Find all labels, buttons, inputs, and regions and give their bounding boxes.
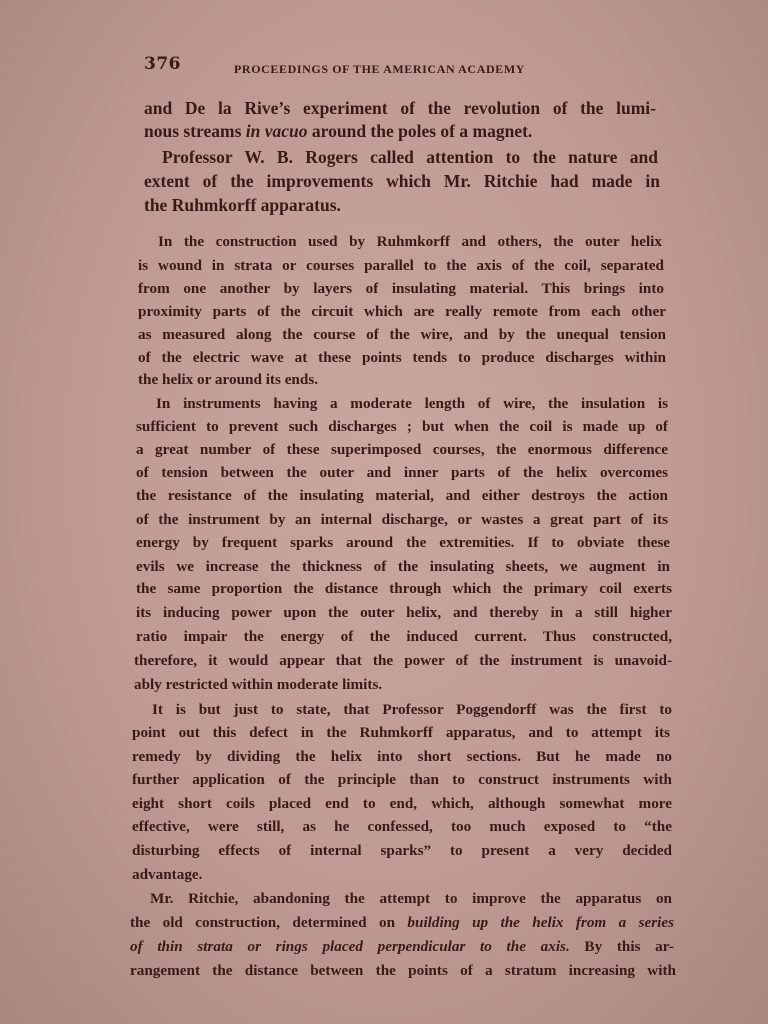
text-line	[158, 233, 662, 251]
text-span: therefore, it would appear that the power of the instrument is unavoid-	[134, 652, 672, 669]
text-line	[134, 652, 672, 670]
text-line	[136, 441, 668, 459]
text-span: the Ruhmkorff apparatus.	[144, 195, 341, 215]
text-span: effective, were still, as he confessed, too much exposed to “the	[132, 818, 672, 835]
text-span: It is but just to state, that Professor Poggendorff was the first to	[152, 701, 672, 718]
running-title: PROCEEDINGS OF THE AMERICAN ACADEMY	[234, 62, 526, 76]
text-line	[138, 280, 664, 298]
text-span: of tension between the outer and inner parts of the helix overcomes	[136, 464, 668, 481]
italic-text: building up the helix from a series	[407, 914, 674, 931]
text-span: of the instrument by an internal discharge, or wastes a great part of its	[136, 511, 668, 528]
text-line	[156, 395, 668, 413]
text-line	[144, 171, 660, 192]
text-line	[136, 534, 670, 552]
page-header	[144, 54, 674, 80]
text-line	[138, 371, 352, 389]
text-line	[138, 349, 666, 367]
text-span: In instruments having a moderate length of wire, the insulation is	[156, 395, 668, 412]
text-line	[132, 724, 670, 742]
text-span: advantage.	[132, 866, 203, 883]
text-line	[132, 771, 672, 789]
text-line	[132, 866, 216, 884]
text-span: around the poles of a magnet.	[307, 121, 533, 141]
text-span: evils we increase the thickness of the insulating sheets, we augment in	[136, 558, 670, 575]
text-line	[144, 98, 656, 119]
text-span: the helix or around its ends.	[138, 371, 319, 388]
text-line	[132, 842, 672, 860]
text-span: extent of the improvements which Mr. Ritchie had made in	[144, 171, 660, 191]
text-line	[162, 147, 658, 168]
text-line	[150, 890, 672, 908]
text-span: rangement the distance between the points of a stratum increasing with	[130, 962, 676, 979]
text-span: ably restricted within moderate limits.	[134, 676, 383, 693]
text-line	[144, 195, 364, 216]
text-line	[136, 604, 672, 622]
text-line	[136, 418, 668, 436]
text-span: from one another by layers of insulating material. This brings into	[138, 280, 664, 297]
text-line	[152, 701, 672, 719]
text-span: ratio impair the energy of the induced current. Thus constructed,	[136, 628, 672, 645]
text-line	[134, 676, 426, 694]
text-line	[136, 464, 668, 482]
text-line	[138, 303, 666, 321]
text-line	[132, 748, 672, 766]
text-span: is wound in strata or courses parallel to the axis of the coil, separated	[138, 257, 664, 274]
text-span: as measured along the course of the wire, and by the unequal tension	[138, 326, 666, 343]
text-span: proximity parts of the circuit which are really remote from each other	[138, 303, 666, 320]
text-line	[138, 326, 666, 344]
text-span: its inducing power upon the outer helix, and thereby in a still higher	[136, 604, 672, 621]
italic-text: of thin strata or rings placed perpendicular to the axis.	[130, 938, 570, 955]
page-number: 376	[144, 54, 181, 74]
text-line	[136, 558, 670, 576]
text-span: In the construction used by Ruhmkorff and others, the outer helix	[158, 233, 662, 250]
text-line	[132, 818, 672, 836]
text-line	[136, 628, 672, 646]
text-span: nous streams	[144, 121, 246, 141]
text-line	[138, 257, 664, 275]
text-line	[144, 121, 533, 142]
text-span: of the electric wave at these points tends to produce discharges within	[138, 349, 666, 366]
text-span: sufficient to prevent such discharges ; but when the coil is made up of	[136, 418, 668, 435]
text-line	[130, 962, 676, 980]
italic-text: in vacuo	[245, 121, 308, 141]
text-span: a great number of these superimposed courses, the enormous difference	[136, 441, 668, 458]
text-line	[132, 795, 672, 813]
text-line	[130, 914, 674, 932]
text-span: the same proportion the distance through which the primary coil exerts	[136, 580, 672, 597]
text-span: Professor W. B. Rogers called attention to the nature and	[162, 147, 658, 167]
text-span: and De la Rive’s experiment of the revolution of the lumi-	[144, 98, 656, 118]
text-span: By this ar-	[569, 938, 674, 955]
text-line	[130, 938, 674, 956]
text-line	[136, 580, 672, 598]
text-line	[136, 511, 668, 529]
text-line	[136, 487, 668, 505]
text-span: remedy by dividing the helix into short sections. But he made no	[132, 748, 672, 765]
text-span: the old construction, determined on	[130, 914, 408, 931]
text-span: Mr. Ritchie, abandoning the attempt to improve the apparatus on	[150, 890, 672, 907]
text-span: eight short coils placed end to end, which, although somewhat more	[132, 795, 672, 812]
text-span: disturbing effects of internal sparks” to present a very decided	[132, 842, 672, 859]
text-span: the resistance of the insulating material, and either destroys the action	[136, 487, 668, 504]
text-span: further application of the principle than to construct instruments with	[132, 771, 672, 788]
text-span: point out this defect in the Ruhmkorff apparatus, and to attempt its	[132, 724, 670, 741]
text-span: energy by frequent sparks around the extremities. If to obviate these	[136, 534, 670, 551]
